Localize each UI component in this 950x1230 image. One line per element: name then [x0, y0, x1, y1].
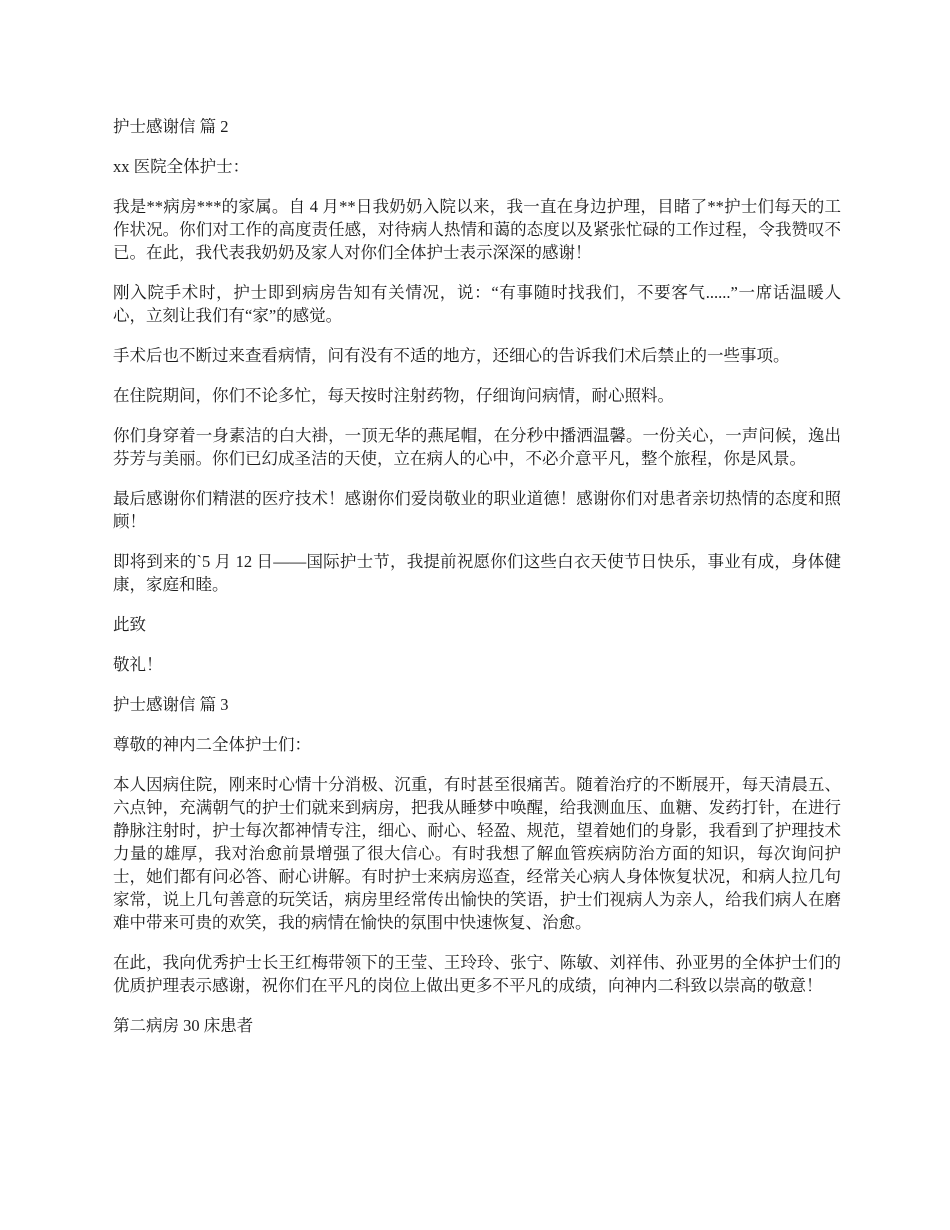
letter-2-paragraph-1: 我是**病房***的家属。自 4 月**日我奶奶入院以来，我一直在身边护理，目睹了**护士们每天的工作状况。你们对工作的高度责任感，对待病人热情和蔼的态度以及紧张忙碌的工作过程，令我赞叹不已。在此，我代表我奶奶及家人对你们全体护士表示深深的感谢！: [113, 197, 841, 262]
letter-2-closing: 此致: [113, 615, 146, 634]
letter-3-signature: 第二病房 30 床患者: [113, 1016, 254, 1035]
letter-3-salutation: 尊敬的神内二全体护士们：: [113, 735, 311, 754]
letter-2-paragraph-4: 在住院期间，你们不论多忙，每天按时注射药物，仔细询问病情，耐心照料。: [113, 386, 674, 405]
letter-2-title: 护士感谢信 篇 2: [113, 117, 229, 136]
letter-2-paragraph-2: 刚入院手术时，护士即到病房告知有关情况，说：“有事随时找我们，不要客气......”一席话温暖人心，立刻让我们有“家”的感觉。: [113, 283, 841, 325]
letter-2-paragraph-3: 手术后也不断过来查看病情，问有没有不适的地方，还细心的告诉我们术后禁止的一些事项。: [113, 346, 790, 365]
letter-2-salutation: xx 医院全体护士：: [113, 157, 250, 176]
document-page: [113, 115, 841, 1054]
letter-2-paragraph-5: 你们身穿着一身素洁的白大褂，一顶无华的燕尾帽，在分秒中播洒温馨。一份关心，一声问候，逸出芬芳与美丽。你们已幻成圣洁的天使，立在病人的心中，不必介意平凡，整个旅程，你是风景。: [113, 426, 841, 468]
letter-2-paragraph-7: 即将到来的`5 月 12 日——国际护士节，我提前祝愿你们这些白衣天使节日快乐，事业有成，身体健康，家庭和睦。: [113, 552, 841, 594]
letter-2-paragraph-6: 最后感谢你们精湛的医疗技术！感谢你们爱岗敬业的职业道德！感谢你们对患者亲切热情的态度和照顾！: [113, 489, 841, 531]
letter-3-paragraph-1: 本人因病住院，刚来时心情十分消极、沉重，有时甚至很痛苦。随着治疗的不断展开，每天清晨五、六点钟，充满朝气的护士们就来到病房，把我从睡梦中唤醒，给我测血压、血糖、发药打针，在进行静脉注射时，护士每次都神情专注，细心、耐心、轻盈、规范，望着她们的身影，我看到了护理技术力量的雄厚，我对治愈前景增强了很大信心。有时我想了解血管疾病防治方面的知识，每次询问护士，她们都有问必答、耐心讲解。有时护士来病房巡查，经常关心病人身体恢复状况，和病人拉几句家常，说上几句善意的玩笑话，病房里经常传出愉快的笑语，护士们视病人为亲人，给我们病人在磨难中带来可贵的欢笑，我的病情在愉快的氛围中快速恢复、治愈。: [113, 775, 841, 932]
letter-2-regards: 敬礼！: [113, 655, 163, 674]
letter-3-title: 护士感谢信 篇 3: [113, 695, 229, 714]
letter-3-paragraph-2: 在此，我向优秀护士长王红梅带领下的王莹、王玲玲、张宁、陈敏、刘祥伟、孙亚男的全体护士们的优质护理表示感谢，祝你们在平凡的岗位上做出更多不平凡的成绩，向神内二科致以崇高的敬意！: [113, 953, 841, 995]
